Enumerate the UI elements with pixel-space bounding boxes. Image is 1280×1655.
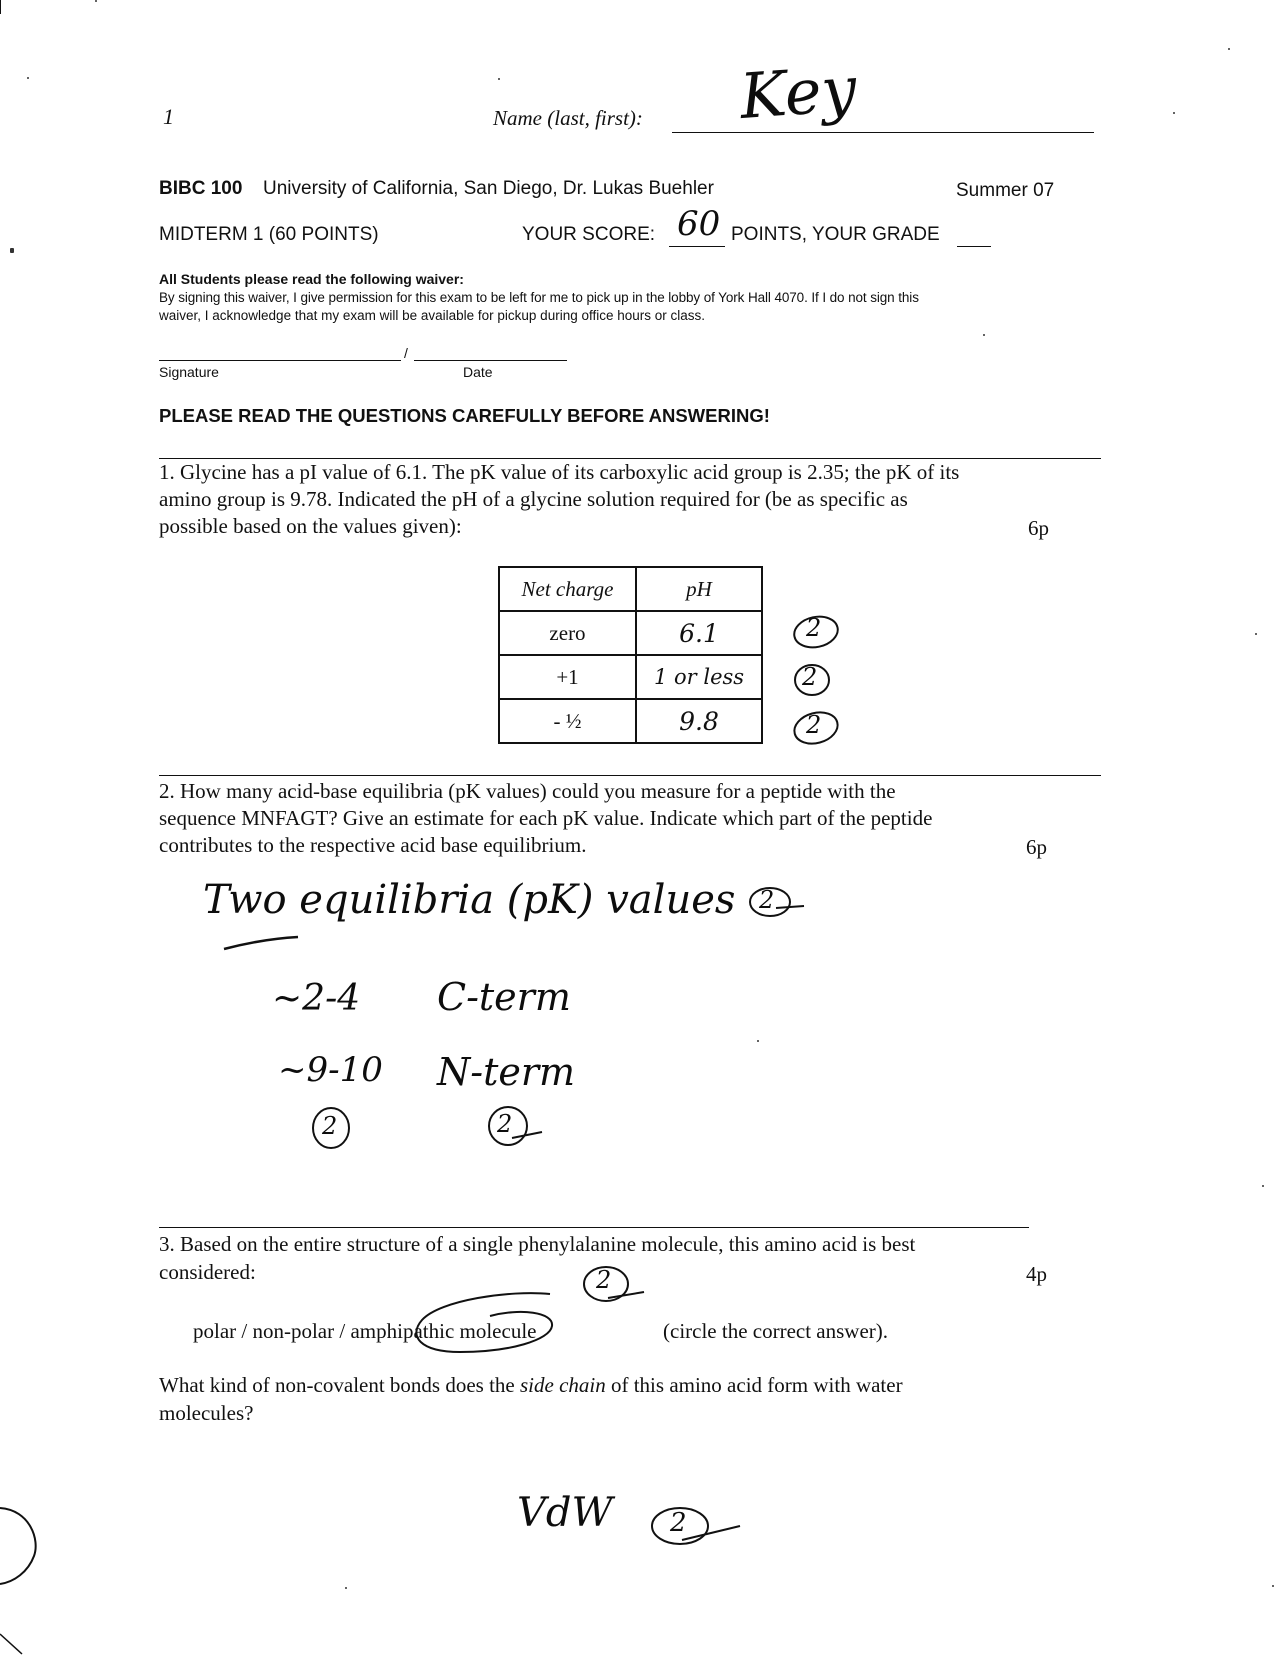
- q3-options: polar / non-polar / amphipathic molecule: [193, 1319, 537, 1343]
- waiver-text-line1: By signing this waiver, I give permission for this exam to be left for me to pick up in the lobby of York Hall 4070. If I do not sign this: [159, 290, 919, 305]
- instruction-heading: PLEASE READ THE QUESTIONS CAREFULLY BEFORE ANSWERING!: [159, 405, 770, 426]
- q2-answer-pk2: ~9-10: [278, 1050, 383, 1090]
- scan-speck: [1272, 1585, 1274, 1587]
- scan-speck: [95, 0, 97, 2]
- circled-score: 2: [670, 1508, 687, 1538]
- circled-score-mark: [646, 1500, 744, 1556]
- underline-stroke: [222, 935, 302, 955]
- q3-subquestion-line2: molecules?: [159, 1401, 254, 1425]
- course-code: BIBC 100: [159, 178, 243, 199]
- waiver-title: All Students please read the following waiver:: [159, 271, 464, 287]
- net-charge-cell: +1: [499, 655, 636, 699]
- page-number: 1: [163, 104, 174, 129]
- net-charge-cell: zero: [499, 611, 636, 655]
- circled-score-mark: [484, 1102, 546, 1150]
- q1-text-line2: amino group is 9.78. Indicated the pH of a glycine solution required for (be as specific as: [159, 487, 908, 511]
- q2-text-line3: contributes to the respective acid base equilibrium.: [159, 833, 587, 857]
- circled-score: 2: [759, 886, 775, 914]
- question-divider: [159, 1227, 1029, 1228]
- table-row: [499, 699, 762, 743]
- signature-label: Signature: [159, 364, 219, 380]
- question-divider: [159, 458, 1101, 459]
- header-ph: pH: [636, 567, 762, 611]
- university: University of California, San Diego, Dr. Lukas Buehler: [263, 178, 714, 199]
- grade-underline: [957, 246, 991, 247]
- score-value: 60: [677, 204, 721, 244]
- q2-points: 6p: [1026, 835, 1047, 859]
- waiver-text-line2: waiver, I acknowledge that my exam will be available for pickup during office hours or class.: [159, 308, 706, 323]
- charge-ph-table: [498, 566, 763, 744]
- scan-speck: [498, 78, 500, 80]
- score-label: YOUR SCORE:: [522, 224, 656, 245]
- q3-options-note: (circle the correct answer).: [663, 1319, 889, 1343]
- q3-sub-text-a: What kind of non-covalent bonds does the: [159, 1373, 520, 1397]
- exam-title: MIDTERM 1 (60 POINTS): [159, 224, 379, 245]
- q1-points: 6p: [1028, 516, 1049, 540]
- scan-speck: [10, 248, 14, 253]
- name-label: Name (last, first):: [493, 106, 643, 130]
- circled-score: 2: [802, 663, 818, 691]
- scan-corner: [0, 0, 12, 14]
- header-net-charge: Net charge: [499, 567, 636, 611]
- q3-sub-text-b: of this amino acid form with water: [605, 1373, 903, 1397]
- q3-sub-text-emphasis: side chain: [520, 1373, 606, 1397]
- q3-answer: VdW: [517, 1490, 613, 1536]
- q2-answer-term1: C-term: [437, 975, 571, 1019]
- scan-speck: [1173, 112, 1175, 114]
- circled-score-mark: [578, 1262, 648, 1308]
- date-label: Date: [463, 364, 493, 380]
- q2-answer-term2: N-term: [437, 1050, 576, 1094]
- score-underline: [669, 246, 725, 247]
- date-line: [414, 360, 567, 361]
- q3-text-line2: considered:: [159, 1260, 256, 1284]
- q1-text-line3: possible based on the values given):: [159, 514, 462, 538]
- table-header-row: [499, 567, 762, 611]
- grade-label: POINTS, YOUR GRADE: [731, 224, 940, 245]
- q2-answer-line1: Two equilibria (pK) values: [203, 877, 736, 923]
- q2-answer-pk1: ~2-4: [272, 978, 361, 1019]
- q2-text-line1: 2. How many acid-base equilibria (pK values) could you measure for a peptide with the: [159, 779, 896, 803]
- scan-speck: [1262, 1185, 1264, 1187]
- name-value: Key: [737, 52, 859, 133]
- signature-separator: /: [404, 345, 408, 361]
- circled-score: 2: [322, 1112, 338, 1140]
- q2-text-line2: sequence MNFAGT? Give an estimate for each pK value. Indicate which part of the peptide: [159, 806, 933, 830]
- scan-speck: [345, 1587, 347, 1589]
- circled-score: 2: [806, 614, 822, 642]
- scan-speck: [757, 1040, 759, 1042]
- net-charge-cell: - ½: [499, 699, 636, 743]
- circled-score-mark: [746, 882, 806, 922]
- scan-speck: [1228, 48, 1230, 50]
- ph-answer-cell: 1 or less: [636, 655, 762, 699]
- answer-circle-mark: [400, 1290, 580, 1360]
- binder-hole: [0, 1500, 40, 1590]
- signature-line: [159, 360, 401, 361]
- scan-speck: [983, 334, 985, 336]
- q3-subquestion-line1: [159, 1373, 903, 1398]
- circled-score: 2: [497, 1110, 513, 1138]
- ph-answer-cell: 9.8: [636, 699, 762, 743]
- q1-text-line1: 1. Glycine has a pI value of 6.1. The pK value of its carboxylic acid group is 2.35; the pK of its: [159, 460, 960, 484]
- name-underline: [672, 132, 1094, 133]
- scan-corner: [0, 1630, 30, 1655]
- q3-points: 4p: [1026, 1262, 1047, 1286]
- circled-score: 2: [596, 1266, 612, 1294]
- table-row: [499, 655, 762, 699]
- scan-speck: [27, 77, 29, 79]
- q3-text-line1: 3. Based on the entire structure of a single phenylalanine molecule, this amino acid is best: [159, 1232, 916, 1256]
- ph-answer-cell: 6.1: [636, 611, 762, 655]
- question-divider: [159, 775, 1101, 776]
- scan-speck: [1255, 633, 1257, 635]
- table-row: [499, 611, 762, 655]
- circled-score: 2: [806, 711, 822, 739]
- term: Summer 07: [956, 180, 1055, 201]
